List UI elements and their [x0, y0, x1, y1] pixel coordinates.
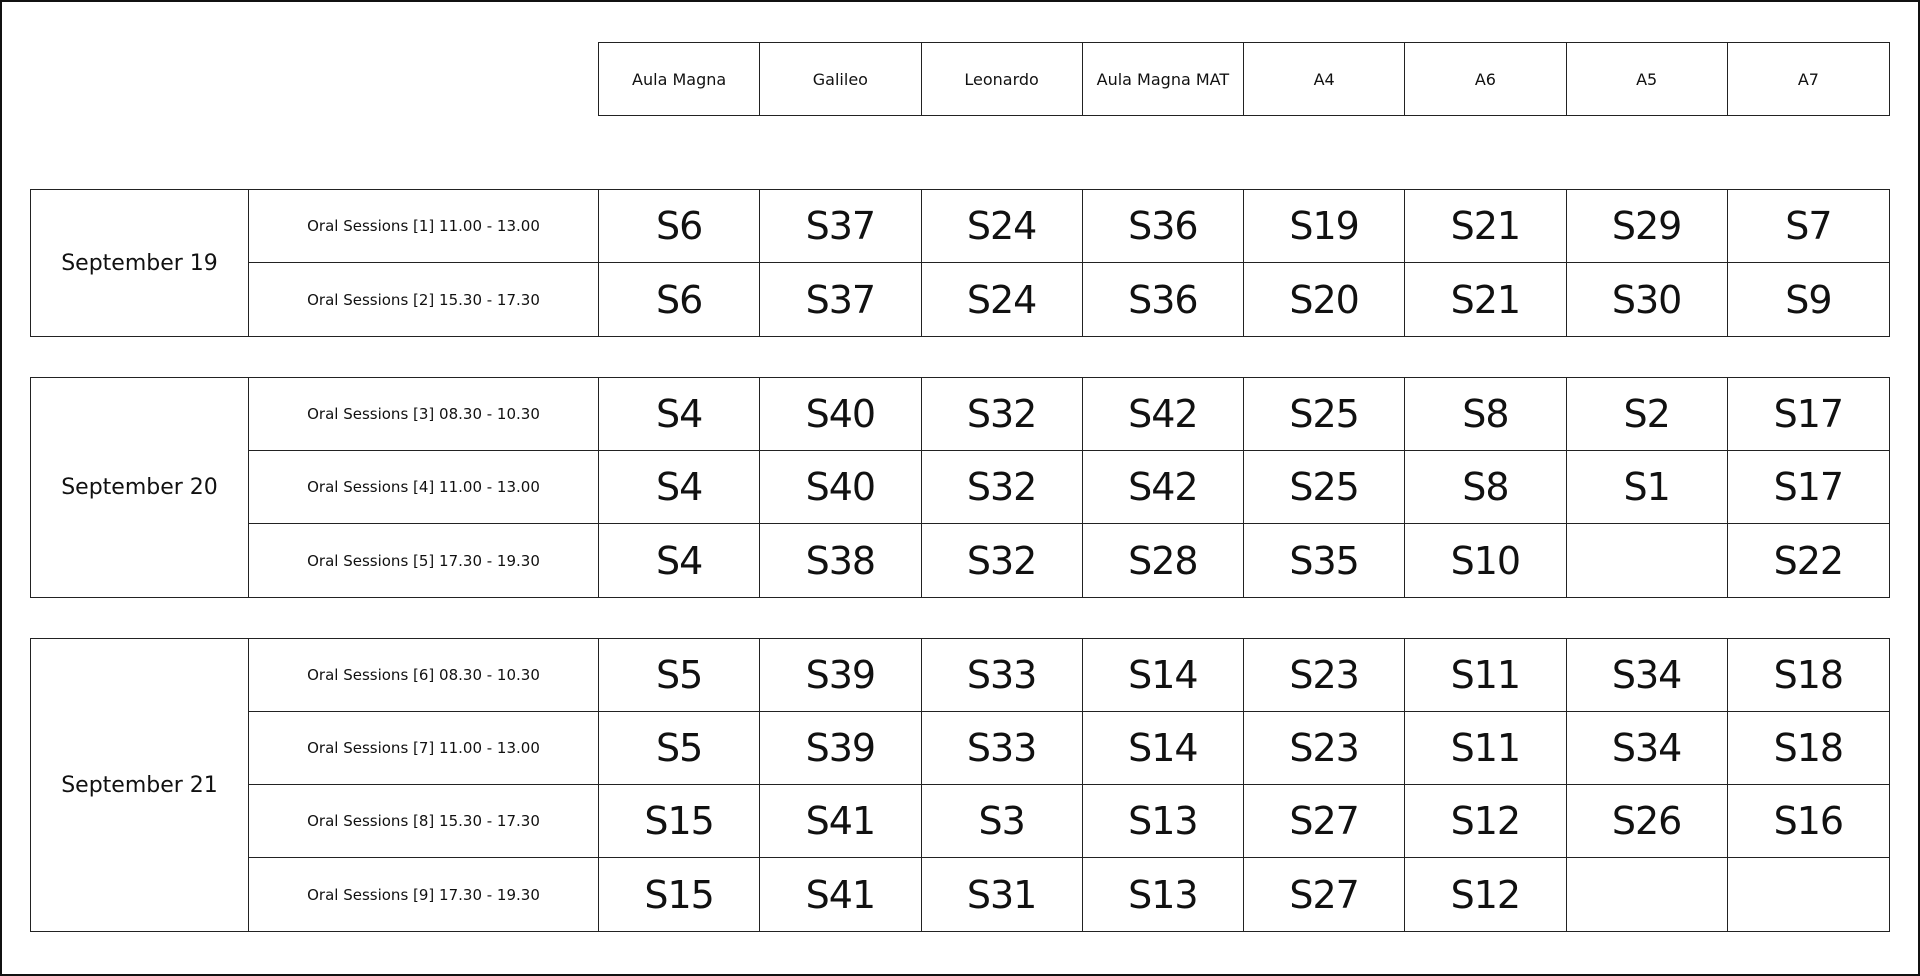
session-cell: S10 [1405, 524, 1566, 597]
session-cell: S2 [1567, 378, 1728, 451]
session-cell: S27 [1244, 785, 1405, 858]
session-cell: S7 [1728, 190, 1889, 263]
session-cell: S17 [1728, 451, 1889, 524]
session-cell: S11 [1405, 712, 1566, 785]
session-cell: S32 [922, 524, 1083, 597]
session-cell: S8 [1405, 451, 1566, 524]
session-cell: S41 [760, 785, 921, 858]
session-cell: S4 [599, 524, 760, 597]
room-header-row [598, 42, 1890, 116]
session-cell: S33 [922, 712, 1083, 785]
session-cell: S40 [760, 378, 921, 451]
session-cell: S12 [1405, 858, 1566, 931]
session-cell: S36 [1083, 190, 1244, 263]
session-cell: S39 [760, 712, 921, 785]
session-cell: S24 [922, 190, 1083, 263]
session-cell: S30 [1567, 263, 1728, 336]
session-cell: S25 [1244, 451, 1405, 524]
session-cell: S41 [760, 858, 921, 931]
session-cell: S6 [599, 263, 760, 336]
session-cell-empty [1567, 858, 1728, 931]
session-cell: S42 [1083, 451, 1244, 524]
session-cell: S25 [1244, 378, 1405, 451]
session-cell: S32 [922, 378, 1083, 451]
session-cell: S31 [922, 858, 1083, 931]
session-cell: S37 [760, 263, 921, 336]
session-cell: S29 [1567, 190, 1728, 263]
session-cell: S5 [599, 639, 760, 712]
session-cell: S18 [1728, 639, 1889, 712]
session-cell-empty [1728, 858, 1889, 931]
session-cell: S15 [599, 785, 760, 858]
session-cell: S1 [1567, 451, 1728, 524]
session-cell: S28 [1083, 524, 1244, 597]
day-block-sep20 [30, 377, 1890, 598]
session-cell: S42 [1083, 378, 1244, 451]
session-cell: S37 [760, 190, 921, 263]
session-cell: S19 [1244, 190, 1405, 263]
session-cell: S3 [922, 785, 1083, 858]
session-cell: S4 [599, 378, 760, 451]
session-label: Oral Sessions [5] 17.30 - 19.30 [249, 524, 599, 597]
room-header: Leonardo [922, 43, 1083, 115]
day-label: September 21 [31, 639, 249, 931]
session-cell: S4 [599, 451, 760, 524]
session-cell: S17 [1728, 378, 1889, 451]
day-label: September 20 [31, 378, 249, 597]
session-cell: S24 [922, 263, 1083, 336]
room-header: A6 [1405, 43, 1566, 115]
session-cell: S12 [1405, 785, 1566, 858]
room-header: Aula Magna MAT [1083, 43, 1244, 115]
room-header: Galileo [760, 43, 921, 115]
session-cell: S26 [1567, 785, 1728, 858]
session-cell: S32 [922, 451, 1083, 524]
session-cell: S35 [1244, 524, 1405, 597]
room-header: A5 [1567, 43, 1728, 115]
session-label: Oral Sessions [3] 08.30 - 10.30 [249, 378, 599, 451]
session-cell: S18 [1728, 712, 1889, 785]
session-label: Oral Sessions [7] 11.00 - 13.00 [249, 712, 599, 785]
session-cell: S9 [1785, 277, 1832, 322]
session-cell: S40 [760, 451, 921, 524]
session-cell: S5 [599, 712, 760, 785]
session-cell: S34 [1567, 712, 1728, 785]
session-cell: S21 [1405, 190, 1566, 263]
session-cell: S23 [1244, 639, 1405, 712]
session-cell-empty [1567, 524, 1728, 597]
session-cell: S23 [1244, 712, 1405, 785]
session-cell: S27 [1244, 858, 1405, 931]
session-cell: S14 [1083, 639, 1244, 712]
session-cell: S16 [1728, 785, 1889, 858]
session-label: Oral Sessions [2] 15.30 - 17.30 [249, 263, 599, 336]
day-label: September 19 [31, 190, 249, 336]
session-cell: S33 [922, 639, 1083, 712]
session-cell: S22 [1773, 538, 1844, 583]
room-header: Aula Magna [599, 43, 760, 115]
session-label: Oral Sessions [1] 11.00 - 13.00 [249, 190, 599, 263]
session-label: Oral Sessions [6] 08.30 - 10.30 [249, 639, 599, 712]
day-block-sep19 [30, 189, 1890, 337]
session-cell: S36 [1083, 263, 1244, 336]
session-cell: S13 [1083, 785, 1244, 858]
session-cell: S39 [760, 639, 921, 712]
session-cell: S38 [760, 524, 921, 597]
room-header: A4 [1244, 43, 1405, 115]
session-label: Oral Sessions [4] 11.00 - 13.00 [249, 451, 599, 524]
session-cell: S34 [1567, 639, 1728, 712]
session-cell: S15 [599, 858, 760, 931]
day-block-sep21 [30, 638, 1890, 932]
session-cell: S14 [1083, 712, 1244, 785]
session-cell: S20 [1244, 263, 1405, 336]
session-cell: S11 [1405, 639, 1566, 712]
session-cell: S21 [1405, 263, 1566, 336]
session-cell: S8 [1405, 378, 1566, 451]
session-label: Oral Sessions [8] 15.30 - 17.30 [249, 785, 599, 858]
session-cell: S6 [599, 190, 760, 263]
room-header: A7 [1797, 69, 1819, 89]
session-cell: S13 [1083, 858, 1244, 931]
session-label: Oral Sessions [9] 17.30 - 19.30 [249, 858, 599, 931]
